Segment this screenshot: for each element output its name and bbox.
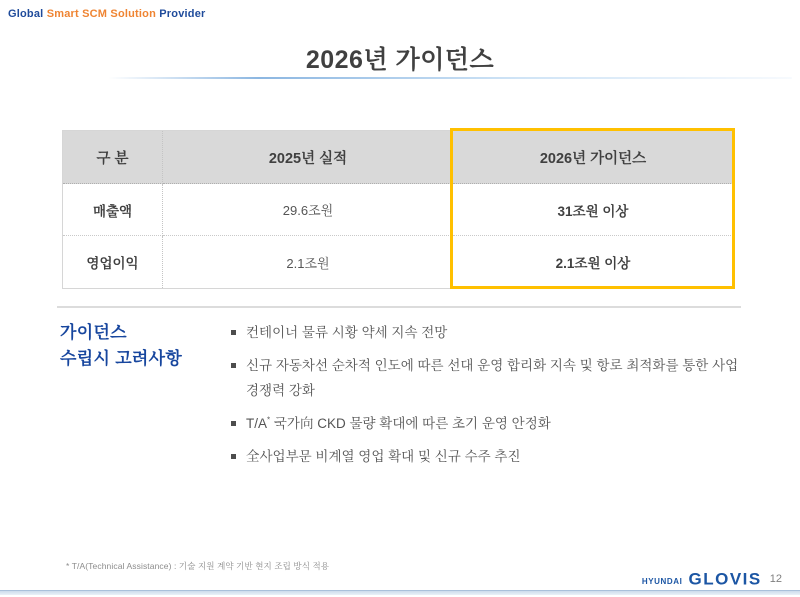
considerations-heading (60, 320, 182, 372)
hyundai-glovis-logo (642, 571, 782, 588)
bottom-bar (0, 590, 800, 595)
list-item (231, 353, 751, 403)
hyundai-wordmark: HYUNDAI (641, 576, 683, 586)
list-item (231, 320, 751, 345)
table-row-revenue-guidance: 31조원 이상 (453, 184, 733, 236)
considerations-list (231, 320, 751, 477)
bullet-text: 신규 자동차선 순차적 인도에 따른 선대 운영 합리화 지속 및 항로 최적화를 통한 사업 경쟁력 강화 (246, 358, 739, 398)
considerations-heading-line2: 수립시 고려사항 (60, 349, 183, 368)
guidance-table (62, 130, 732, 289)
tagline-provider: Provider (156, 8, 206, 20)
footnote: * T/A(Technical Assistance) : 기술 지원 계약 기반 현지 조립 방식 적용 (66, 561, 330, 571)
bullet-text-pre: T/A (246, 416, 268, 431)
table-row-revenue-label: 매출액 (63, 184, 163, 236)
table-header-2025-actual: 2025년 실적 (163, 131, 453, 184)
section-divider (57, 306, 741, 308)
title-divider (108, 77, 792, 79)
list-item (231, 444, 751, 469)
list-item (231, 411, 751, 436)
table-row-operating-profit-actual: 2.1조원 (163, 236, 453, 288)
table-header-category: 구 분 (63, 131, 163, 184)
tagline (8, 8, 206, 20)
footnote-marker: * (267, 415, 271, 425)
page-number: 12 (769, 573, 782, 585)
glovis-wordmark: GLOVIS (688, 570, 762, 589)
tagline-smart-scm: Smart SCM Solution (46, 8, 157, 20)
bullet-square-icon (231, 421, 236, 426)
bullet-text: 全사업부문 비계열 영업 확대 및 신규 수주 추진 (246, 449, 521, 464)
considerations-heading-line1: 가이던스 (60, 323, 127, 342)
tagline-global: Global (8, 8, 47, 20)
bullet-square-icon (231, 330, 236, 335)
page-title: 2026년 가이던스 (305, 46, 495, 74)
bullet-square-icon (231, 363, 236, 368)
table-row-revenue-actual: 29.6조원 (163, 184, 453, 236)
bullet-text-post: 국가向 CKD 물량 확대에 따른 초기 운영 안정화 (270, 416, 551, 431)
table-row-operating-profit-guidance: 2.1조원 이상 (453, 236, 733, 288)
bullet-text (246, 411, 551, 436)
table-row-operating-profit-label: 영업이익 (63, 236, 163, 288)
bullet-text: 컨테이너 물류 시황 약세 지속 전망 (246, 325, 448, 340)
table-header-2026-guidance: 2026년 가이던스 (453, 131, 733, 184)
bullet-square-icon (231, 454, 236, 459)
